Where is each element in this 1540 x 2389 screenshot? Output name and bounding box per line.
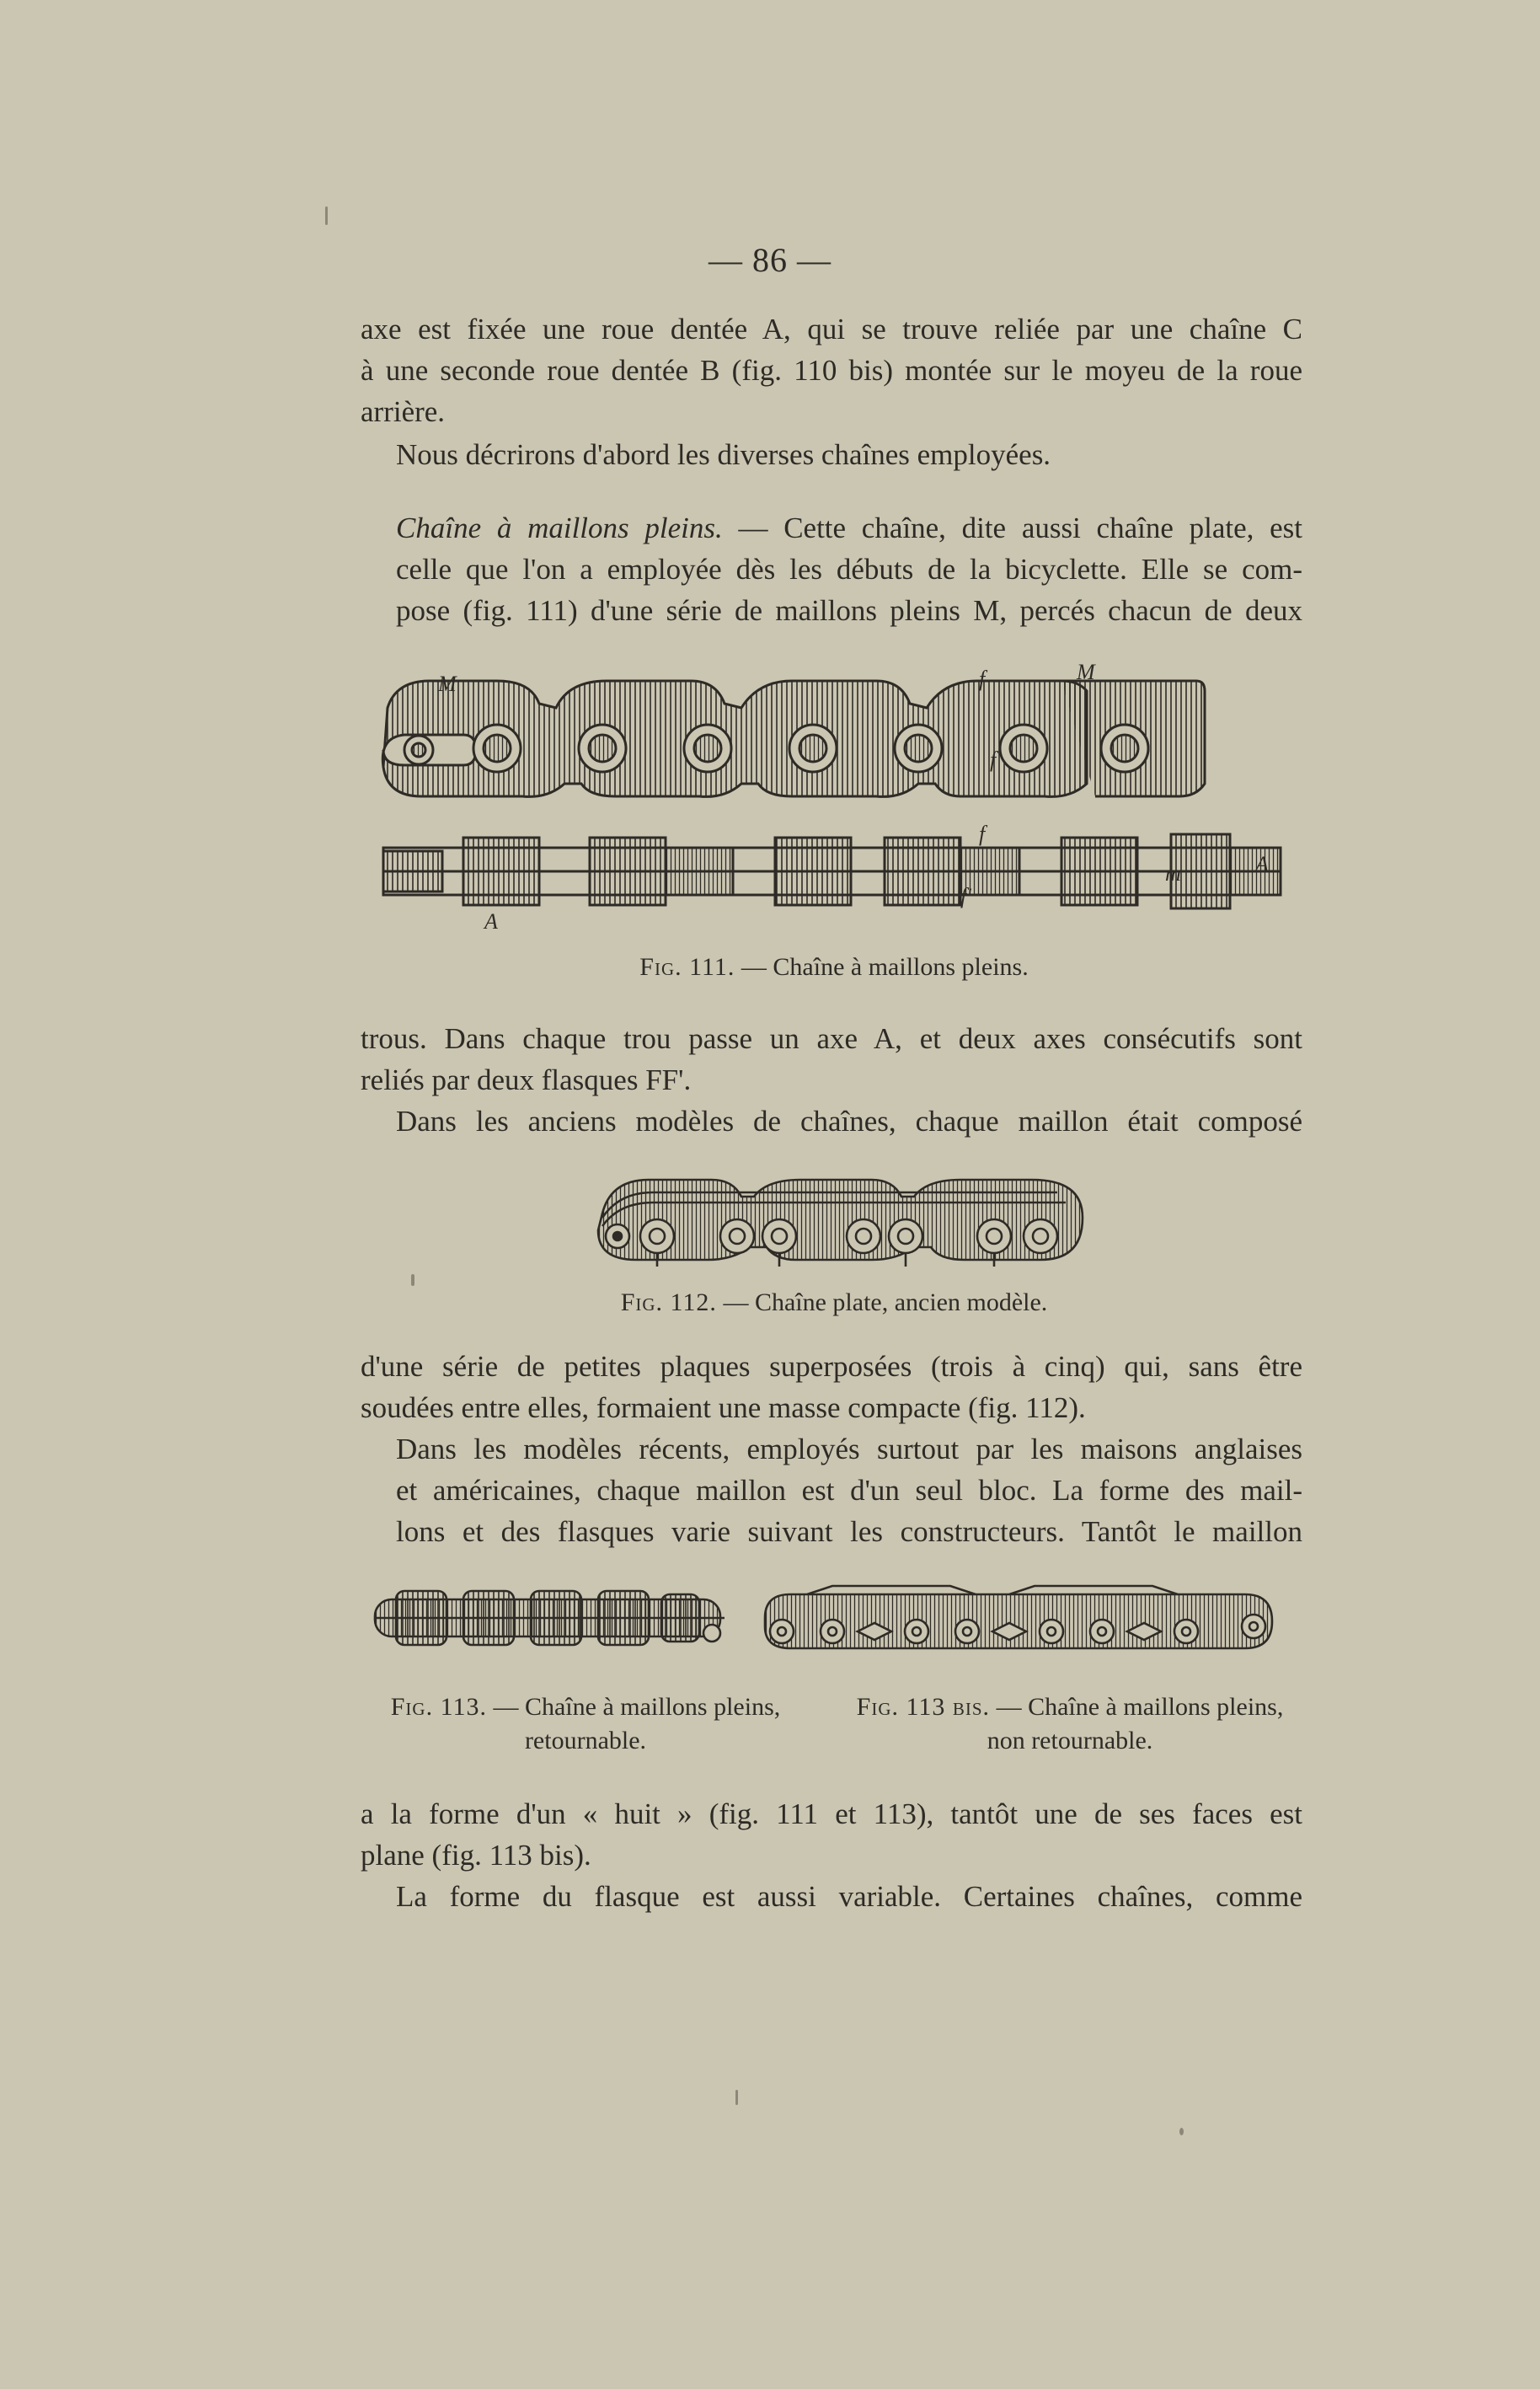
label-f-bottom: f [979, 822, 986, 846]
text-line: soudées entre elles, formaient une masse compacte (fig. 112). [361, 1391, 1086, 1424]
chain-drawing [371, 657, 1297, 935]
text-line: plane (fig. 113 bis). [361, 1839, 591, 1872]
text-line: Nous décrirons d'abord les diverses chaînes employées. [396, 438, 1051, 471]
caption-line: retournable. [524, 1727, 647, 1754]
paper-speck [735, 2090, 738, 2105]
section-heading: Chaîne à maillons pleins. [396, 512, 723, 544]
figure-113-reversible-chain [371, 1584, 733, 1652]
figure-title: — Chaîne à maillons pleins, [493, 1693, 781, 1721]
page-number: — 86 — [709, 241, 831, 279]
paragraph-forme-huit [361, 1793, 1302, 1876]
figure-title: — Chaîne plate, ancien modèle. [723, 1288, 1048, 1316]
label-m-right: M [1077, 660, 1095, 684]
paragraph-axes [361, 1018, 1302, 1101]
paragraph-modeles-recents [361, 1428, 1302, 1552]
figure-111-caption [371, 951, 1297, 984]
text-line: Dans les anciens modèles de chaînes, chaque maillon était composé [396, 1105, 1302, 1138]
label-m-lower: m [1165, 861, 1181, 886]
heading-continuation: — Cette chaîne, dite aussi chaîne plate, est [738, 512, 1302, 544]
text-line [361, 507, 1302, 549]
caption-line [826, 1690, 1314, 1724]
text-line: Dans les modèles récents, employés surtout par les maisons anglaises [396, 1433, 1302, 1465]
paragraph-forme-flasque [361, 1876, 1302, 1917]
text-line: lons et des flasques varie suivant les constructeurs. Tantôt le maillon [396, 1515, 1302, 1548]
section-chaine-maillons-pleins [361, 507, 1302, 631]
figure-label: Fig. 112. [620, 1288, 717, 1316]
figure-113bis-caption [826, 1690, 1314, 1758]
paragraph-anciens-modeles [361, 1101, 1302, 1142]
reversible-chain-drawing [371, 1584, 733, 1652]
chain-top-view [383, 834, 1281, 908]
non-reversible-chain-drawing [757, 1584, 1279, 1656]
text-line: d'une série de petites plaques superposées (trois à cinq) qui, sans être [361, 1350, 1302, 1383]
chain-side-view [382, 681, 1205, 796]
text-line: La forme du flasque est aussi variable. Certaines chaînes, comme [396, 1880, 1302, 1913]
label-a-right: A [1255, 852, 1269, 876]
text-line: celle que l'on a employée dès les débuts de la bicyclette. Elle se com- [396, 553, 1302, 586]
figure-label: Fig. 113 bis. [856, 1693, 991, 1721]
text-line: trous. Dans chaque trou passe un axe A, et deux axes consécutifs sont [361, 1022, 1302, 1055]
caption-line [358, 1690, 813, 1724]
figure-113-caption [358, 1690, 813, 1758]
figure-title: — Chaîne à maillons pleins, [996, 1693, 1284, 1721]
figure-112-caption [522, 1286, 1146, 1320]
describe-paragraph [361, 434, 1302, 475]
text-line: a la forme d'un « huit » (fig. 111 et 113), tantôt une de ses faces est [361, 1797, 1302, 1830]
figure-111-chain-illustration [371, 657, 1297, 935]
caption-line: non retournable. [987, 1727, 1153, 1754]
figure-label: Fig. 111. [639, 953, 735, 981]
paragraph-petites-plaques [361, 1346, 1302, 1428]
text-line: reliés par deux flasques FF'. [361, 1063, 692, 1096]
text-line: et américaines, chaque maillon est d'un seul bloc. La forme des mail- [396, 1474, 1302, 1507]
figure-label: Fig. 113. [390, 1693, 487, 1721]
paper-speck [325, 206, 328, 225]
paper-speck [1179, 2128, 1184, 2135]
label-f-top: f [979, 667, 986, 691]
label-f-middle: f [990, 747, 997, 772]
label-f-prime: f' [960, 884, 971, 908]
figure-112-old-chain-illustration [586, 1167, 1091, 1272]
label-m-left: M [438, 672, 457, 696]
figure-113bis-non-reversible-chain [757, 1584, 1279, 1656]
text-line: à une seconde roue dentée B (fig. 110 bis) montée sur le moyeu de la roue [361, 354, 1302, 387]
text-line: axe est fixée une roue dentée A, qui se trouve reliée par une chaîne C [361, 313, 1302, 345]
old-chain-drawing [586, 1167, 1091, 1272]
text-line: arrière. [361, 395, 446, 428]
intro-paragraph [361, 308, 1302, 432]
figure-title: — Chaîne à maillons pleins. [741, 953, 1029, 981]
text-line: pose (fig. 111) d'une série de maillons pleins M, percés chacun de deux [396, 594, 1302, 627]
paper-speck [411, 1274, 414, 1286]
label-a-left: A [484, 909, 498, 934]
